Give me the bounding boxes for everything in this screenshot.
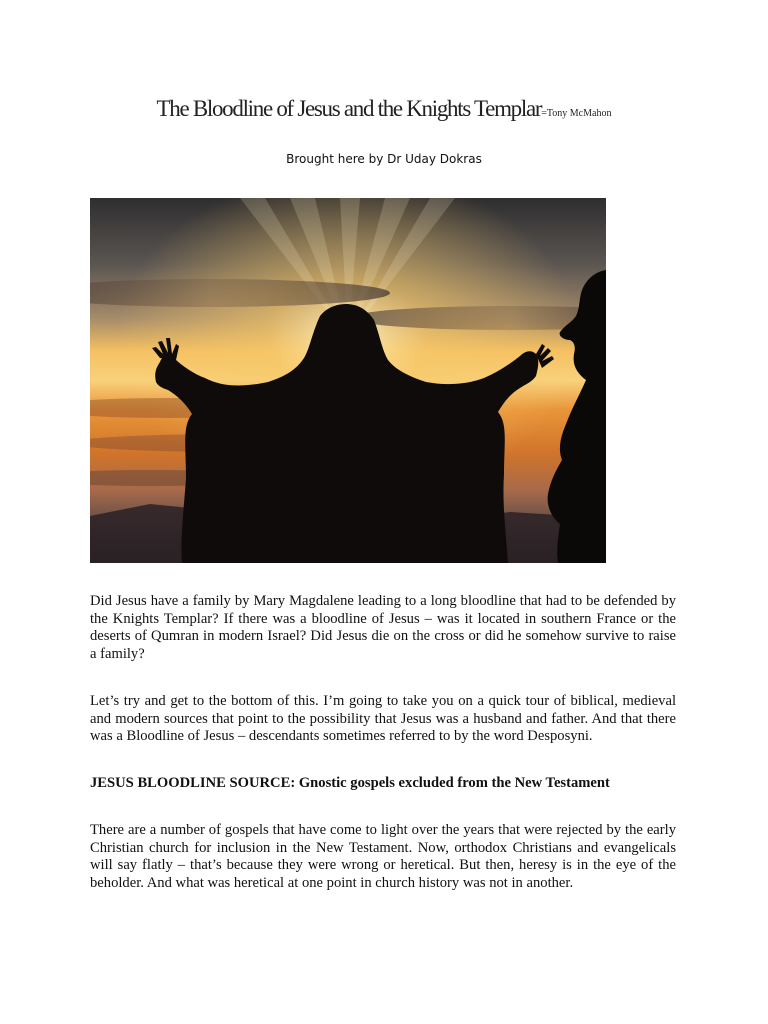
document-subtitle: Brought here by Dr Uday Dokras bbox=[286, 152, 482, 166]
paragraph-1: Did Jesus have a family by Mary Magdalene leading to a long bloodline that had to be defended by the Knights Templar? If there was a bloodline of Jesus – was it located in southern France or the deserts of Qumran in modern Israel? Did Jesus die on the cross or did he somehow survive to raise a family? bbox=[90, 593, 676, 662]
paragraph-2: Let’s try and get to the bottom of this. I’m going to take you on a quick tour of biblical, medieval and modern sources that point to the possibility that Jesus was a husband and father. And that there was a Bloodline of Jesus – descendants sometimes referred to by the word Desposyni. bbox=[90, 693, 676, 745]
paragraph-3: There are a number of gospels that have come to light over the years that were rejected by the early Christian church for inclusion in the New Testament. Now, orthodox Christians and evangelicals will say flatly – that’s because they were wrong or heretical. But then, heresy is in the eye of the beholder. And what was heretical at one point in church history was not in another. bbox=[90, 822, 676, 891]
silhouette-sunset-photo bbox=[90, 198, 606, 563]
author-credit: =Tony McMahon bbox=[541, 108, 612, 119]
document-title: The Bloodline of Jesus and the Knights Templar bbox=[156, 96, 542, 121]
document-title-line bbox=[0, 96, 768, 122]
section-heading: JESUS BLOODLINE SOURCE: Gnostic gospels excluded from the New Testament bbox=[90, 775, 610, 791]
